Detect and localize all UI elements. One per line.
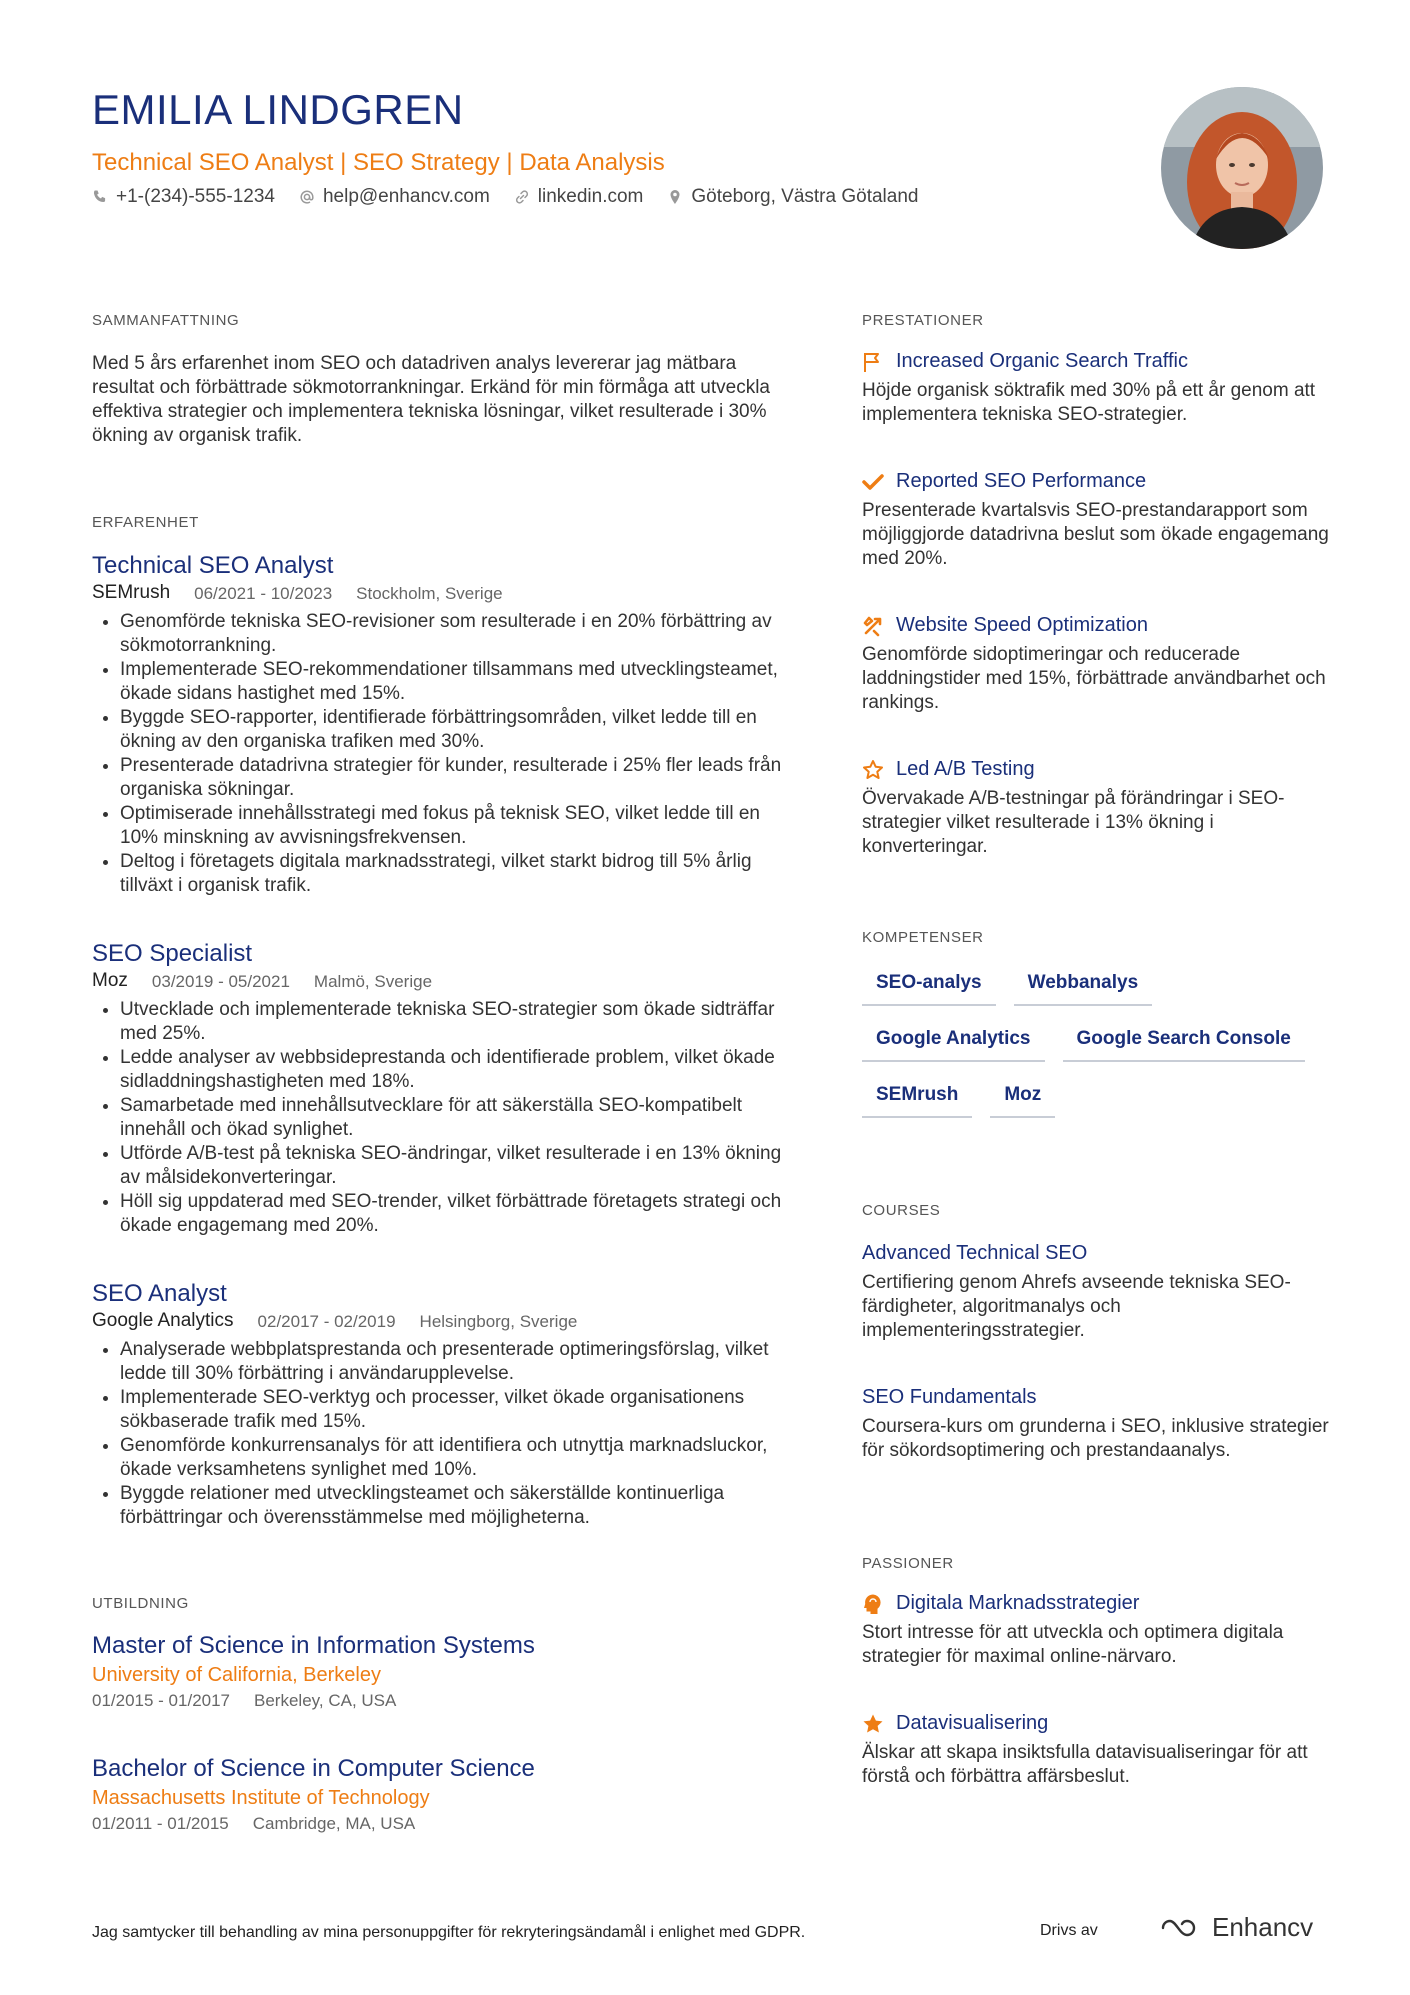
edu-location: Cambridge, MA, USA <box>252 1814 416 1833</box>
education-entry <box>92 1755 792 1834</box>
skill-tag: SEMrush <box>862 1080 972 1118</box>
education-entry <box>92 1632 792 1711</box>
course-title: Advanced Technical SEO <box>862 1242 1088 1264</box>
achievement-title: Increased Organic Search Traffic <box>896 350 1188 372</box>
enhancv-logo[interactable] <box>1160 1912 1313 1943</box>
job-dates: 03/2019 - 05/2021 <box>151 972 290 991</box>
profile-photo <box>1161 87 1323 249</box>
email-text: help@enhancv.com <box>322 186 490 207</box>
flag-icon <box>862 351 884 373</box>
courses-heading: COURSES <box>862 1202 941 1219</box>
edu-school: University of California, Berkeley <box>92 1664 381 1686</box>
job-title: SEO Analyst <box>92 1280 227 1307</box>
enhancv-logo-icon <box>1160 1916 1204 1940</box>
contact-linkedin[interactable] <box>514 186 644 208</box>
edu-degree: Bachelor of Science in Computer Science <box>92 1755 535 1782</box>
job-dates: 06/2021 - 10/2023 <box>194 584 333 603</box>
achievement-title: Reported SEO Performance <box>896 470 1147 492</box>
job-bullet: • Implementerade SEO-verktyg och processer, vilket ökade organisationens sökbaserade trafik med 15%. <box>120 1386 792 1434</box>
job-bullet: • Implementerade SEO-rekommendationer tillsammans med utvecklingsteamet, ökade sidans hastighet med 15%. <box>120 658 792 706</box>
edu-school: Massachusetts Institute of Technology <box>92 1787 430 1809</box>
contact-email[interactable] <box>299 186 490 208</box>
job-bullet: • Analyserade webbplatsprestanda och presenterade optimeringsförslag, vilket ledde till 30% förbättring i användarupplevelse. <box>120 1338 792 1386</box>
powered-by: Drivs av <box>1040 1922 1098 1939</box>
job-bullets <box>92 610 792 898</box>
passion-title: Digitala Marknadsstrategier <box>896 1592 1140 1614</box>
job-entry <box>92 940 792 1238</box>
education-heading: UTBILDNING <box>92 1595 189 1612</box>
contact-location <box>667 186 918 208</box>
brand-name: Enhancv <box>1212 1912 1314 1942</box>
achievement-desc: Övervakade A/B-testningar på förändringar i SEO-strategier vilket resulterade i 13% ökning i konverteringar. <box>862 788 1285 857</box>
job-bullet: • Optimiserade innehållsstrategi med fokus på teknisk SEO, vilket ledde till en 10% minskning av avvisningsfrekvensen. <box>120 802 792 850</box>
job-entry <box>92 1280 792 1530</box>
location-text: Göteborg, Västra Götaland <box>691 186 919 207</box>
achievement-item <box>862 470 1332 571</box>
avatar <box>1161 87 1323 249</box>
achievement-title: Led A/B Testing <box>896 758 1035 780</box>
edu-dates: 01/2011 - 01/2015 <box>92 1814 229 1833</box>
skill-tag: SEO-analys <box>862 968 996 1006</box>
achievements-heading: PRESTATIONER <box>862 312 984 329</box>
skills-list <box>862 968 1342 1136</box>
achievement-item <box>862 758 1332 859</box>
job-bullet: • Byggde relationer med utvecklingsteamet och säkerställde kontinuerliga förbättringar och överensstämmelse med möjligheterna. <box>120 1482 792 1530</box>
job-bullet: • Genomförde tekniska SEO-revisioner som resulterade i en 20% förbättring av sökmotorrankning. <box>120 610 792 658</box>
passion-desc: Älskar att skapa insiktsfulla datavisualiseringar för att förstå och förbättra affärsbeslut. <box>862 1742 1308 1787</box>
job-entry <box>92 552 792 898</box>
achievement-desc: Höjde organisk söktrafik med 30% på ett år genom att implementera tekniska SEO-strategier. <box>862 380 1316 425</box>
at-icon <box>299 189 315 205</box>
job-company: Moz <box>92 970 128 991</box>
passion-title: Datavisualisering <box>896 1712 1049 1734</box>
skill-tag: Moz <box>990 1080 1055 1118</box>
job-location: Helsingborg, Sverige <box>419 1312 578 1331</box>
job-bullet: • Utförde A/B-test på tekniska SEO-ändringar, vilket resulterade i en 13% ökning av målsidekonverteringar. <box>120 1142 792 1190</box>
job-bullet: • Genomförde konkurrensanalys för att identifiera och utnyttja marknadsluckor, ökade verksamhetens synlighet med 10%. <box>120 1434 792 1482</box>
brain-icon <box>862 1593 884 1615</box>
headline: Technical SEO Analyst | SEO Strategy | Data Analysis <box>92 149 665 176</box>
skill-tag: Google Analytics <box>862 1024 1045 1062</box>
phone-icon <box>92 189 108 205</box>
contact-bar <box>92 186 918 208</box>
skill-tag: Google Search Console <box>1063 1024 1305 1062</box>
achievement-item <box>862 350 1332 427</box>
gdpr-consent: Jag samtycker till behandling av mina personuppgifter för rekryteringsändamål i enlighet med GDPR. <box>92 1924 806 1941</box>
tools-icon <box>862 615 884 637</box>
job-title: SEO Specialist <box>92 940 253 967</box>
achievement-title: Website Speed Optimization <box>896 614 1148 636</box>
job-bullet: • Presenterade datadrivna strategier för kunder, resulterade i 25% fler leads från organiska sökningar. <box>120 754 792 802</box>
job-bullet: • Utvecklade och implementerade tekniska SEO-strategier som ökade sidträffar med 25%. <box>120 998 792 1046</box>
passions-heading: PASSIONER <box>862 1555 954 1572</box>
summary-heading: SAMMANFATTNING <box>92 312 240 329</box>
achievement-item <box>862 614 1332 715</box>
job-company: Google Analytics <box>92 1310 234 1331</box>
course-item <box>862 1386 1332 1463</box>
course-title: SEO Fundamentals <box>862 1386 1037 1408</box>
star-icon <box>862 1713 884 1735</box>
check-icon <box>862 471 884 493</box>
phone-text: +1-(234)-555-1234 <box>116 186 275 207</box>
summary-text: Med 5 års erfarenhet inom SEO och datadriven analys levererar jag mätbara resultat och förbättrade sökmotorrankningar. Erkänd för min förmåga att utveckla effektiva strategier och implementera tekniska lösningar, vilket resulterade i 30% ökning av organisk trafik. <box>92 353 770 446</box>
contact-phone[interactable] <box>92 186 275 208</box>
job-bullet: • Byggde SEO-rapporter, identifierade förbättringsområden, vilket ledde till en ökning av den organiska trafiken med 30%. <box>120 706 792 754</box>
passion-item <box>862 1712 1332 1789</box>
course-desc: Certifiering genom Ahrefs avseende tekniska SEO-färdigheter, algoritmanalys och implementeringsstrategier. <box>862 1272 1291 1341</box>
candidate-name: EMILIA LINDGREN <box>92 86 464 133</box>
skill-tag: Webbanalys <box>1014 968 1153 1006</box>
job-location: Malmö, Sverige <box>313 972 433 991</box>
passion-desc: Stort intresse för att utveckla och optimera digitala strategier för maximal online-närvaro. <box>862 1622 1284 1667</box>
passion-item <box>862 1592 1332 1669</box>
achievement-desc: Genomförde sidoptimeringar och reducerade laddningstider med 15%, förbättrade användbarhet och rankings. <box>862 644 1326 713</box>
job-title: Technical SEO Analyst <box>92 552 334 579</box>
job-company: SEMrush <box>92 582 171 603</box>
job-bullet: • Höll sig uppdaterad med SEO-trender, vilket förbättrade företagets strategi och ökade engagemang med 20%. <box>120 1190 792 1238</box>
job-bullets <box>92 998 792 1238</box>
job-bullet: • Deltog i företagets digitala marknadsstrategi, vilket starkt bidrog till 5% årlig tillväxt i organisk trafik. <box>120 850 792 898</box>
skills-heading: KOMPETENSER <box>862 929 984 946</box>
linkedin-text: linkedin.com <box>537 186 644 207</box>
job-bullet: • Ledde analyser av webbsideprestanda och identifierade problem, vilket ökade sidladdningshastigheten med 18%. <box>120 1046 792 1094</box>
edu-dates: 01/2015 - 01/2017 <box>92 1691 231 1710</box>
achievement-desc: Presenterade kvartalsvis SEO-prestandarapport som möjliggjorde datadrivna beslut som ökade engagemang med 20%. <box>862 500 1329 569</box>
location-pin-icon <box>667 189 683 205</box>
edu-location: Berkeley, CA, USA <box>254 1691 397 1710</box>
experience-heading: ERFARENHET <box>92 514 199 531</box>
job-dates: 02/2017 - 02/2019 <box>257 1312 396 1331</box>
job-bullet: • Samarbetade med innehållsutvecklare för att säkerställa SEO-kompatibelt innehåll och ökad synlighet. <box>120 1094 792 1142</box>
edu-degree: Master of Science in Information Systems <box>92 1632 535 1659</box>
link-icon <box>514 189 530 205</box>
star-outline-icon <box>862 759 884 781</box>
job-bullets <box>92 1338 792 1530</box>
job-location: Stockholm, Sverige <box>356 584 503 603</box>
course-desc: Coursera-kurs om grunderna i SEO, inklusive strategier för sökordsoptimering och prestandaanalys. <box>862 1416 1329 1461</box>
course-item <box>862 1242 1332 1343</box>
